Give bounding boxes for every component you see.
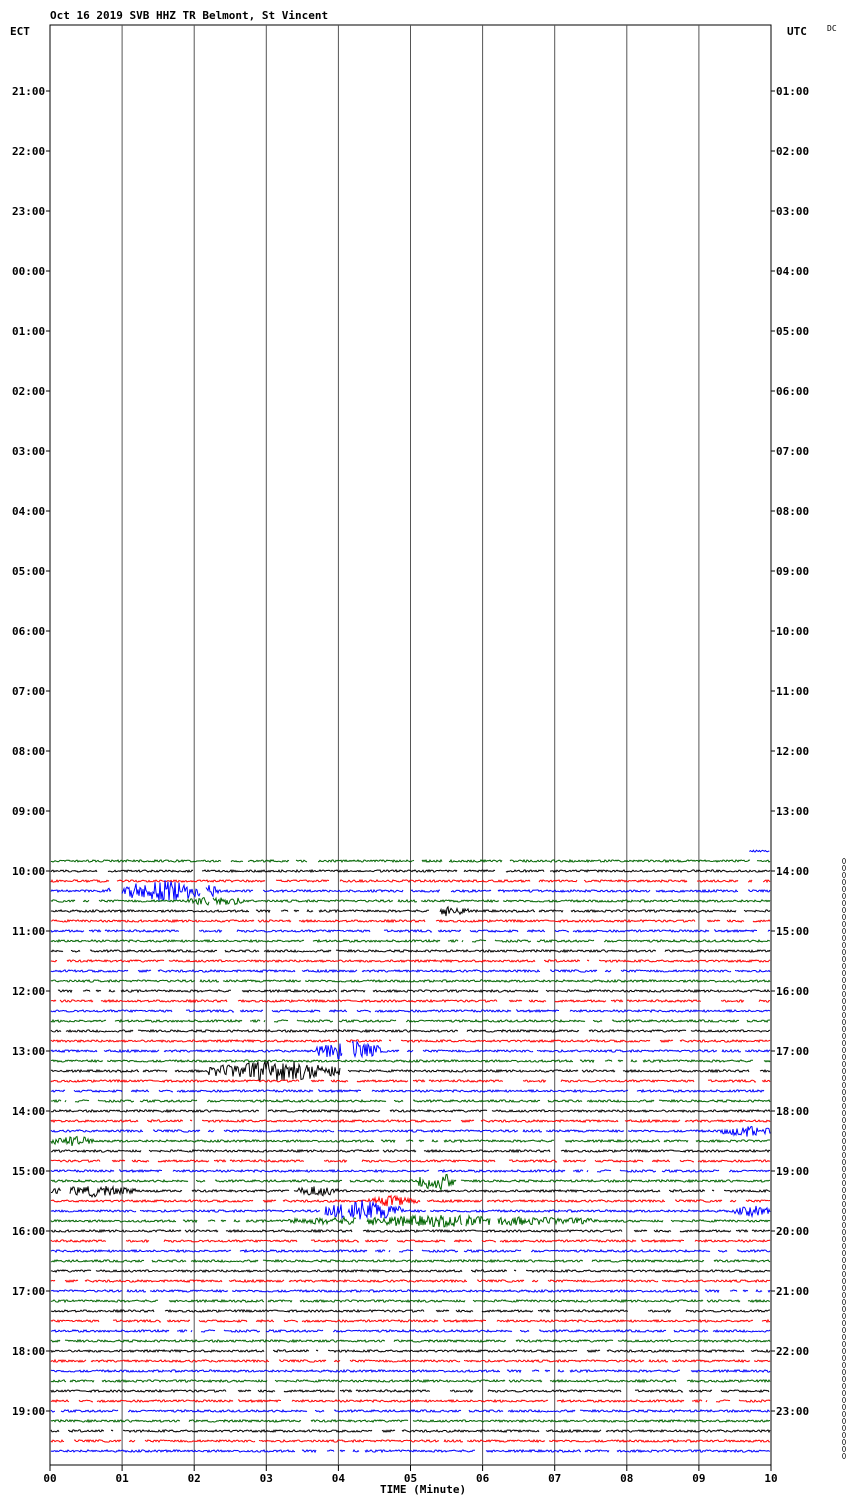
data-marker-dot bbox=[843, 1195, 846, 1200]
data-marker-dot bbox=[843, 950, 846, 955]
data-marker-dot bbox=[843, 1111, 846, 1116]
right-hour-label: 15:00 bbox=[776, 925, 810, 938]
trace-line bbox=[749, 850, 769, 852]
data-marker-dot bbox=[843, 1139, 846, 1144]
data-marker-dot bbox=[843, 1391, 846, 1396]
data-marker-dot bbox=[843, 1377, 846, 1382]
data-marker-dot bbox=[843, 1048, 846, 1053]
data-marker-dot bbox=[843, 971, 846, 976]
data-marker-dot bbox=[843, 1244, 846, 1249]
data-marker-dot bbox=[843, 1293, 846, 1298]
right-hour-label: 23:00 bbox=[776, 1405, 810, 1418]
left-hour-label: 16:00 bbox=[12, 1225, 46, 1238]
data-marker-dot bbox=[843, 1349, 846, 1354]
data-marker-dot bbox=[843, 1454, 846, 1459]
right-hour-label: 11:00 bbox=[776, 685, 810, 698]
x-tick-label: 04 bbox=[331, 1472, 346, 1485]
right-hour-label: 02:00 bbox=[776, 145, 810, 158]
data-marker-dot bbox=[843, 1426, 846, 1431]
data-marker-dot bbox=[843, 1097, 846, 1102]
trace-line bbox=[51, 940, 770, 942]
left-hour-label: 02:00 bbox=[12, 385, 46, 398]
left-hour-label: 01:00 bbox=[12, 325, 46, 338]
data-marker-dot bbox=[843, 1384, 846, 1389]
data-marker-dot bbox=[843, 1076, 846, 1081]
data-marker-dot bbox=[843, 1188, 846, 1193]
data-marker-dot bbox=[843, 1314, 846, 1319]
data-marker-dot bbox=[843, 1433, 846, 1438]
data-marker-dot bbox=[843, 1370, 846, 1375]
data-marker-dot bbox=[843, 859, 846, 864]
data-marker-dot bbox=[843, 1335, 846, 1340]
x-tick-label: 01 bbox=[115, 1472, 129, 1485]
data-marker-dot bbox=[843, 1202, 846, 1207]
data-marker-dot bbox=[843, 1020, 846, 1025]
left-hour-label: 15:00 bbox=[12, 1165, 46, 1178]
right-hour-label: 16:00 bbox=[776, 985, 810, 998]
data-marker-dot bbox=[843, 873, 846, 878]
chart-title: Oct 16 2019 SVB HHZ TR Belmont, St Vincent bbox=[50, 9, 329, 22]
data-marker-dot bbox=[843, 1342, 846, 1347]
left-hour-label: 13:00 bbox=[12, 1045, 46, 1058]
data-marker-dot bbox=[843, 1412, 846, 1417]
data-marker-dot bbox=[843, 1307, 846, 1312]
data-marker-dot bbox=[843, 1160, 846, 1165]
data-marker-dot bbox=[843, 1104, 846, 1109]
x-tick-label: 10 bbox=[764, 1472, 778, 1485]
left-hour-label: 11:00 bbox=[12, 925, 46, 938]
right-hour-label: 06:00 bbox=[776, 385, 810, 398]
data-marker-dot bbox=[843, 1132, 846, 1137]
data-marker-dot bbox=[843, 1419, 846, 1424]
right-hour-label: 19:00 bbox=[776, 1165, 810, 1178]
data-marker-dot bbox=[843, 1118, 846, 1123]
data-marker-dot bbox=[843, 1125, 846, 1130]
corner-mark: DC bbox=[827, 24, 837, 33]
trace-line bbox=[51, 1260, 770, 1262]
right-hour-label: 20:00 bbox=[776, 1225, 810, 1238]
left-hour-label: 03:00 bbox=[12, 445, 46, 458]
data-marker-dot bbox=[843, 985, 846, 990]
right-hour-label: 17:00 bbox=[776, 1045, 810, 1058]
data-marker-dot bbox=[843, 887, 846, 892]
data-marker-dot bbox=[843, 1055, 846, 1060]
x-tick-label: 06 bbox=[475, 1472, 490, 1485]
data-marker-dot bbox=[843, 1153, 846, 1158]
left-hour-label: 08:00 bbox=[12, 745, 46, 758]
right-hour-label: 05:00 bbox=[776, 325, 810, 338]
left-hour-label: 09:00 bbox=[12, 805, 46, 818]
data-marker-dot bbox=[843, 1062, 846, 1067]
data-marker-dot bbox=[843, 1174, 846, 1179]
x-tick-label: 00 bbox=[43, 1472, 57, 1485]
data-marker-dot bbox=[843, 1440, 846, 1445]
data-marker-dot bbox=[843, 1034, 846, 1039]
right-hour-label: 01:00 bbox=[776, 85, 810, 98]
data-marker-dot bbox=[843, 1006, 846, 1011]
data-marker-dot bbox=[843, 901, 846, 906]
trace-line bbox=[51, 1110, 770, 1112]
data-marker-dot bbox=[843, 957, 846, 962]
data-marker-dot bbox=[843, 1237, 846, 1242]
data-marker-dot bbox=[843, 1356, 846, 1361]
data-marker-dot bbox=[843, 1300, 846, 1305]
right-hour-label: 08:00 bbox=[776, 505, 810, 518]
left-hour-label: 00:00 bbox=[12, 265, 46, 278]
data-marker-dot bbox=[843, 1146, 846, 1151]
data-marker-dot bbox=[843, 1167, 846, 1172]
right-hour-label: 14:00 bbox=[776, 865, 810, 878]
left-hour-label: 22:00 bbox=[12, 145, 46, 158]
left-hour-label: 18:00 bbox=[12, 1345, 46, 1358]
left-hour-label: 12:00 bbox=[12, 985, 46, 998]
left-hour-label: 14:00 bbox=[12, 1105, 46, 1118]
data-marker-dot bbox=[843, 1279, 846, 1284]
data-marker-dot bbox=[843, 1286, 846, 1291]
data-marker-dot bbox=[843, 1321, 846, 1326]
data-marker-dot bbox=[843, 894, 846, 899]
right-hour-label: 10:00 bbox=[776, 625, 810, 638]
x-tick-label: 09 bbox=[692, 1472, 706, 1485]
data-marker-dot bbox=[843, 943, 846, 948]
data-marker-dot bbox=[843, 1041, 846, 1046]
left-hour-label: 10:00 bbox=[12, 865, 46, 878]
data-marker-dot bbox=[843, 1209, 846, 1214]
trace-line bbox=[58, 990, 770, 992]
data-marker-dot bbox=[843, 936, 846, 941]
data-marker-dot bbox=[843, 1216, 846, 1221]
data-marker-dot bbox=[843, 1398, 846, 1403]
left-hour-label: 21:00 bbox=[12, 85, 46, 98]
data-marker-dot bbox=[843, 1251, 846, 1256]
trace-line bbox=[51, 1090, 764, 1092]
data-marker-dot bbox=[843, 1083, 846, 1088]
data-marker-dot bbox=[843, 964, 846, 969]
right-hour-label: 04:00 bbox=[776, 265, 810, 278]
left-hour-label: 17:00 bbox=[12, 1285, 46, 1298]
x-tick-label: 05 bbox=[403, 1472, 418, 1485]
data-marker-dot bbox=[843, 1090, 846, 1095]
data-marker-dot bbox=[843, 1013, 846, 1018]
right-hour-label: 12:00 bbox=[776, 745, 810, 758]
data-marker-dot bbox=[843, 978, 846, 983]
left-hour-label: 07:00 bbox=[12, 685, 46, 698]
left-hour-label: 19:00 bbox=[12, 1405, 46, 1418]
right-hour-label: 03:00 bbox=[776, 205, 810, 218]
x-tick-label: 08 bbox=[620, 1472, 634, 1485]
left-timezone-label: ECT bbox=[10, 25, 30, 38]
data-marker-dot bbox=[843, 1405, 846, 1410]
data-marker-dot bbox=[843, 1328, 846, 1333]
left-hour-label: 23:00 bbox=[12, 205, 46, 218]
data-marker-dot bbox=[843, 992, 846, 997]
x-tick-label: 03 bbox=[259, 1472, 273, 1485]
right-hour-label: 07:00 bbox=[776, 445, 810, 458]
data-marker-dot bbox=[843, 880, 846, 885]
data-marker-dot bbox=[843, 908, 846, 913]
data-marker-dot bbox=[843, 1027, 846, 1032]
data-marker-dot bbox=[843, 1272, 846, 1277]
right-hour-label: 22:00 bbox=[776, 1345, 810, 1358]
data-marker-dot bbox=[843, 1230, 846, 1235]
x-axis-label: TIME (Minute) bbox=[380, 1483, 467, 1496]
data-marker-dot bbox=[843, 922, 846, 927]
right-hour-label: 13:00 bbox=[776, 805, 810, 818]
data-marker-dot bbox=[843, 866, 846, 871]
right-hour-label: 21:00 bbox=[776, 1285, 810, 1298]
data-marker-dot bbox=[843, 1363, 846, 1368]
data-marker-dot bbox=[843, 1447, 846, 1452]
left-hour-label: 06:00 bbox=[12, 625, 46, 638]
left-hour-label: 05:00 bbox=[12, 565, 46, 578]
right-hour-label: 09:00 bbox=[776, 565, 810, 578]
left-hour-label: 04:00 bbox=[12, 505, 46, 518]
right-hour-label: 18:00 bbox=[776, 1105, 810, 1118]
x-tick-label: 02 bbox=[187, 1472, 201, 1485]
x-tick-label: 07 bbox=[548, 1472, 562, 1485]
data-marker-dot bbox=[843, 999, 846, 1004]
right-timezone-label: UTC bbox=[787, 25, 807, 38]
data-marker-dot bbox=[843, 1223, 846, 1228]
data-marker-dot bbox=[843, 1181, 846, 1186]
data-marker-dot bbox=[843, 915, 846, 920]
data-marker-dot bbox=[843, 1069, 846, 1074]
data-marker-dot bbox=[843, 929, 846, 934]
data-marker-dot bbox=[843, 1258, 846, 1263]
data-marker-dot bbox=[843, 1265, 846, 1270]
